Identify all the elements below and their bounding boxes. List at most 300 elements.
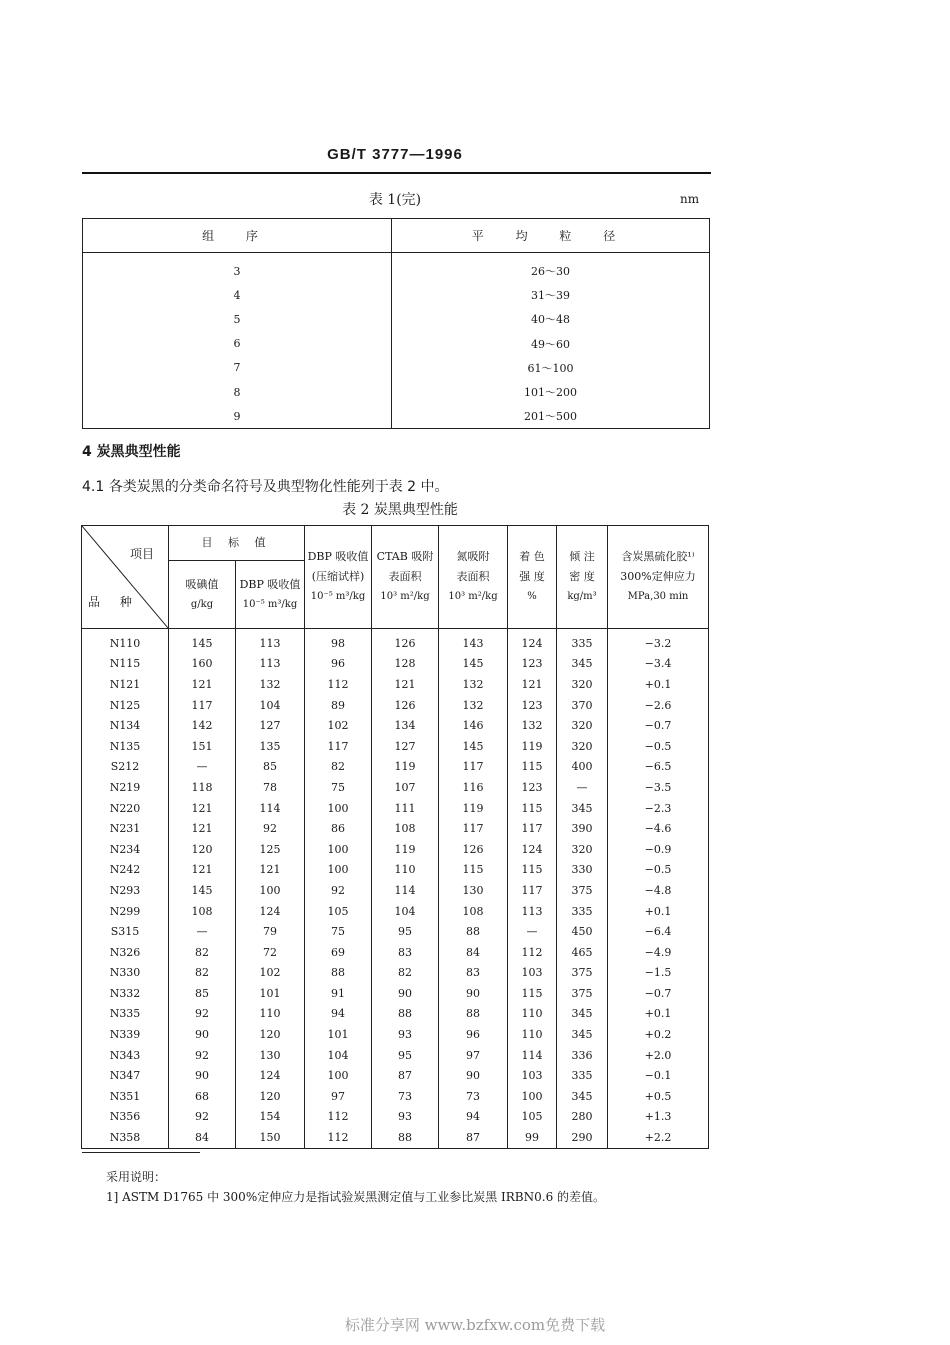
corner-label-item: 项目 [129, 547, 154, 561]
table2-cell-tint: 113 [508, 901, 557, 922]
table2-cell-iodine: 92 [169, 1107, 236, 1128]
table2-row [82, 1065, 709, 1086]
table2-row [82, 921, 709, 942]
table2-cell-ctab: 121 [372, 674, 439, 695]
table2-cell-dbp-compressed: 102 [305, 715, 372, 736]
table2-cell-modulus: −3.2 [608, 629, 709, 654]
table2-cell-modulus: −2.6 [608, 695, 709, 716]
table2-cell-nitrogen: 96 [439, 1024, 508, 1045]
table2-cell-tint: 115 [508, 860, 557, 881]
table2-cell-pour-density: 465 [557, 942, 608, 963]
table2-cell-pour-density: 336 [557, 1045, 608, 1066]
table2-cell-nitrogen: 90 [439, 1065, 508, 1086]
table2-cell-iodine: 151 [169, 736, 236, 757]
table2-cell-ctab: 88 [372, 1004, 439, 1025]
table2-cell-ctab: 93 [372, 1107, 439, 1128]
table1-caption: 表 1(完) [368, 192, 422, 208]
table2-cell-modulus: −6.5 [608, 757, 709, 778]
table2-cell-pour-density: 390 [557, 818, 608, 839]
footnote-rule [82, 1152, 200, 1153]
table2-cell-iodine: 118 [169, 777, 236, 798]
table2-cell-dbp-compressed: 92 [305, 880, 372, 901]
table2-cell-grade: N234 [82, 839, 169, 860]
table2-cell-ctab: 93 [372, 1024, 439, 1045]
table2-cell-grade: N293 [82, 880, 169, 901]
table2-cell-grade: N110 [82, 629, 169, 654]
table1-cell-group: 4 [83, 283, 392, 307]
table2-cell-iodine: 82 [169, 942, 236, 963]
table2-cell-pour-density: 320 [557, 674, 608, 695]
table2-cell-dbp: 110 [236, 1004, 305, 1025]
table2-cell-iodine: 92 [169, 1004, 236, 1025]
table2-cell-tint: 103 [508, 1065, 557, 1086]
table2-cell-grade: N299 [82, 901, 169, 922]
table1-cell-group: 5 [83, 307, 392, 331]
table2-header-modulus: 含炭黑硫化胶¹⁾ 300%定伸应力 MPa,30 min [608, 526, 709, 629]
table2-cell-modulus: −0.5 [608, 860, 709, 881]
table2-cell-pour-density: 345 [557, 1004, 608, 1025]
table1 [82, 218, 710, 429]
table2-cell-dbp: 104 [236, 695, 305, 716]
table2-cell-pour-density: 320 [557, 839, 608, 860]
table1-row [83, 356, 710, 380]
table2-cell-tint: 100 [508, 1086, 557, 1107]
table2-cell-iodine: — [169, 921, 236, 942]
table2-cell-dbp: 135 [236, 736, 305, 757]
table1-cell-group: 3 [83, 253, 392, 284]
table2-cell-grade: N231 [82, 818, 169, 839]
table2-cell-grade: N326 [82, 942, 169, 963]
table2-cell-iodine: 145 [169, 880, 236, 901]
table1-cell-size: 31～39 [531, 289, 570, 303]
table2-cell-ctab: 111 [372, 798, 439, 819]
table2-row [82, 880, 709, 901]
table2-cell-nitrogen: 90 [439, 983, 508, 1004]
table2-cell-modulus: +0.1 [608, 674, 709, 695]
table2-cell-dbp: 79 [236, 921, 305, 942]
table2-cell-modulus: −0.1 [608, 1065, 709, 1086]
table2-cell-dbp: 127 [236, 715, 305, 736]
table2-cell-nitrogen: 130 [439, 880, 508, 901]
table2-cell-grade: N351 [82, 1086, 169, 1107]
table2-row [82, 860, 709, 881]
table2-cell-dbp-compressed: 96 [305, 654, 372, 675]
table2-cell-tint: 132 [508, 715, 557, 736]
table2-cell-ctab: 87 [372, 1065, 439, 1086]
table2-cell-dbp-compressed: 112 [305, 674, 372, 695]
table2-cell-dbp: 124 [236, 901, 305, 922]
table2-cell-dbp-compressed: 75 [305, 777, 372, 798]
table2-row [82, 715, 709, 736]
table1-body [83, 253, 710, 429]
table2-row [82, 942, 709, 963]
table2-cell-iodine: 121 [169, 818, 236, 839]
table2-cell-modulus: +0.1 [608, 1004, 709, 1025]
table2-cell-iodine: 108 [169, 901, 236, 922]
table2-row [82, 674, 709, 695]
table2-cell-tint: 110 [508, 1024, 557, 1045]
table1-cell-size: 40～48 [531, 313, 570, 327]
table1-cell-group: 8 [83, 380, 392, 404]
table2-row [82, 818, 709, 839]
table2-cell-grade: N242 [82, 860, 169, 881]
table1-row [83, 380, 710, 404]
table2-row [82, 1024, 709, 1045]
table2-cell-tint: 114 [508, 1045, 557, 1066]
table1-cell-size: 26～30 [531, 265, 570, 279]
table2-header-dbp-compressed: DBP 吸收值 (压缩试样) 10⁻⁵ m³/kg [305, 526, 372, 629]
table2-header-ctab: CTAB 吸附 表面积 10³ m²/kg [372, 526, 439, 629]
table1-row [83, 307, 710, 331]
table1-unit: nm [680, 192, 700, 206]
table2-cell-tint: 99 [508, 1127, 557, 1148]
table2-cell-modulus: −3.5 [608, 777, 709, 798]
table2-cell-iodine: 84 [169, 1127, 236, 1148]
table2-body [82, 629, 709, 1149]
table2-cell-ctab: 127 [372, 736, 439, 757]
table2-row [82, 654, 709, 675]
table2-cell-nitrogen: 115 [439, 860, 508, 881]
table2-cell-modulus: −1.5 [608, 963, 709, 984]
table2-cell-ctab: 126 [372, 695, 439, 716]
table2-cell-pour-density: 345 [557, 798, 608, 819]
table2-cell-pour-density: 335 [557, 1065, 608, 1086]
table2-cell-grade: N115 [82, 654, 169, 675]
table2-cell-grade: N330 [82, 963, 169, 984]
table2-cell-modulus: −0.7 [608, 715, 709, 736]
table2-cell-pour-density: 370 [557, 695, 608, 716]
table1-row [83, 404, 710, 429]
table2-cell-ctab: 82 [372, 963, 439, 984]
table2-cell-tint: 119 [508, 736, 557, 757]
table2-cell-grade: S315 [82, 921, 169, 942]
table2-row [82, 839, 709, 860]
table2-cell-tint: 124 [508, 629, 557, 654]
table2-cell-pour-density: — [557, 777, 608, 798]
table2-cell-grade: N358 [82, 1127, 169, 1148]
table2-cell-tint: 115 [508, 757, 557, 778]
table2-cell-dbp: 130 [236, 1045, 305, 1066]
table2-target-group: 目 标 值 [169, 526, 305, 561]
table2-cell-modulus: −3.4 [608, 654, 709, 675]
table2-cell-iodine: 85 [169, 983, 236, 1004]
table2-cell-ctab: 95 [372, 1045, 439, 1066]
table2-cell-modulus: −2.3 [608, 798, 709, 819]
table2-cell-dbp-compressed: 91 [305, 983, 372, 1004]
table2-cell-dbp: 125 [236, 839, 305, 860]
table1-header-group: 组 序 [83, 219, 392, 253]
table2-cell-iodine: 92 [169, 1045, 236, 1066]
table2-cell-dbp-compressed: 89 [305, 695, 372, 716]
table2-cell-pour-density: 320 [557, 736, 608, 757]
table1-cell-group: 6 [83, 332, 392, 356]
table1-cell-size: 61～100 [527, 361, 574, 375]
table2-cell-grade: N220 [82, 798, 169, 819]
table2-cell-dbp-compressed: 75 [305, 921, 372, 942]
standard-number: GB/T 3777—1996 [327, 146, 463, 163]
table2-cell-nitrogen: 88 [439, 921, 508, 942]
table2-cell-ctab: 73 [372, 1086, 439, 1107]
table2-row [82, 757, 709, 778]
table2-cell-dbp: 154 [236, 1107, 305, 1128]
table2-cell-grade: N339 [82, 1024, 169, 1045]
table2-cell-dbp-compressed: 82 [305, 757, 372, 778]
table2-caption: 表 2 炭黑典型性能 [342, 502, 458, 518]
section-4-1-text: 4.1 各类炭黑的分类命名符号及典型物化性能列于表 2 中。 [82, 479, 449, 495]
table2-cell-dbp: 132 [236, 674, 305, 695]
table2-row [82, 1107, 709, 1128]
table2-cell-pour-density: 375 [557, 983, 608, 1004]
table2-cell-nitrogen: 84 [439, 942, 508, 963]
table2-cell-pour-density: 345 [557, 654, 608, 675]
table2-cell-dbp-compressed: 117 [305, 736, 372, 757]
table2-cell-tint: 115 [508, 798, 557, 819]
table2-cell-modulus: +2.2 [608, 1127, 709, 1148]
table2-cell-tint: 123 [508, 777, 557, 798]
table2-row [82, 777, 709, 798]
table2-cell-pour-density: 335 [557, 901, 608, 922]
table1-row [83, 283, 710, 307]
table2-cell-nitrogen: 87 [439, 1127, 508, 1148]
table2-cell-ctab: 83 [372, 942, 439, 963]
table2 [81, 525, 709, 1149]
table2-cell-dbp: 150 [236, 1127, 305, 1148]
table2-cell-modulus: −4.6 [608, 818, 709, 839]
table2-cell-tint: 110 [508, 1004, 557, 1025]
table2-cell-pour-density: 335 [557, 629, 608, 654]
table2-cell-nitrogen: 73 [439, 1086, 508, 1107]
table2-cell-pour-density: 320 [557, 715, 608, 736]
table2-cell-nitrogen: 88 [439, 1004, 508, 1025]
table2-cell-dbp-compressed: 112 [305, 1107, 372, 1128]
table2-cell-dbp-compressed: 100 [305, 798, 372, 819]
table2-cell-modulus: −0.5 [608, 736, 709, 757]
table2-cell-dbp: 102 [236, 963, 305, 984]
table2-cell-modulus: −0.7 [608, 983, 709, 1004]
table2-cell-nitrogen: 94 [439, 1107, 508, 1128]
table2-cell-grade: N135 [82, 736, 169, 757]
table2-cell-tint: 123 [508, 695, 557, 716]
table2-cell-dbp-compressed: 100 [305, 860, 372, 881]
table2-cell-nitrogen: 108 [439, 901, 508, 922]
table1-header-size: 平 均 粒 径 [471, 229, 630, 243]
table2-cell-grade: N134 [82, 715, 169, 736]
table2-cell-modulus: +0.5 [608, 1086, 709, 1107]
table2-cell-tint: 117 [508, 818, 557, 839]
table2-cell-grade: N219 [82, 777, 169, 798]
table2-cell-tint: 112 [508, 942, 557, 963]
table2-cell-nitrogen: 97 [439, 1045, 508, 1066]
table2-cell-dbp: 101 [236, 983, 305, 1004]
table2-row [82, 1127, 709, 1148]
table2-cell-modulus: +0.1 [608, 901, 709, 922]
table2-cell-grade: N335 [82, 1004, 169, 1025]
table2-cell-dbp: 113 [236, 654, 305, 675]
table2-cell-tint: 117 [508, 880, 557, 901]
table2-cell-nitrogen: 119 [439, 798, 508, 819]
table2-cell-iodine: 90 [169, 1065, 236, 1086]
table2-cell-nitrogen: 126 [439, 839, 508, 860]
table2-cell-dbp-compressed: 104 [305, 1045, 372, 1066]
table2-cell-tint: 121 [508, 674, 557, 695]
table2-cell-ctab: 90 [372, 983, 439, 1004]
table2-header-nitrogen: 氮吸附 表面积 10³ m²/kg [439, 526, 508, 629]
table2-cell-dbp-compressed: 94 [305, 1004, 372, 1025]
table2-cell-modulus: +2.0 [608, 1045, 709, 1066]
table2-cell-iodine: 145 [169, 629, 236, 654]
table2-cell-modulus: +1.3 [608, 1107, 709, 1128]
table2-row [82, 736, 709, 757]
table2-row [82, 629, 709, 654]
table2-cell-ctab: 119 [372, 839, 439, 860]
table2-cell-iodine: 82 [169, 963, 236, 984]
table2-cell-modulus: −4.8 [608, 880, 709, 901]
table2-cell-dbp-compressed: 100 [305, 1065, 372, 1086]
table2-cell-ctab: 95 [372, 921, 439, 942]
table2-row [82, 1004, 709, 1025]
table2-cell-iodine: 121 [169, 860, 236, 881]
table2-cell-iodine: 117 [169, 695, 236, 716]
table2-cell-iodine: 120 [169, 839, 236, 860]
table2-cell-iodine: 68 [169, 1086, 236, 1107]
table2-row [82, 963, 709, 984]
table2-cell-modulus: −4.9 [608, 942, 709, 963]
table2-cell-nitrogen: 117 [439, 757, 508, 778]
table2-cell-ctab: 128 [372, 654, 439, 675]
table2-header-dbp: DBP 吸收值 10⁻⁵ m³/kg [236, 561, 305, 629]
table2-cell-dbp: 113 [236, 629, 305, 654]
table2-cell-pour-density: 345 [557, 1024, 608, 1045]
watermark: 标准分享网 www.bzfxw.com免费下载 [344, 1316, 606, 1334]
table2-row [82, 1086, 709, 1107]
table2-cell-dbp: 72 [236, 942, 305, 963]
table2-cell-ctab: 107 [372, 777, 439, 798]
corner-diagonal [82, 526, 168, 628]
table2-cell-nitrogen: 83 [439, 963, 508, 984]
table2-cell-pour-density: 450 [557, 921, 608, 942]
table2-cell-grade: N343 [82, 1045, 169, 1066]
table2-cell-dbp: 120 [236, 1024, 305, 1045]
table2-cell-tint: 123 [508, 654, 557, 675]
table2-cell-dbp-compressed: 97 [305, 1086, 372, 1107]
table2-cell-tint: 124 [508, 839, 557, 860]
table2-cell-modulus: −0.9 [608, 839, 709, 860]
table2-row [82, 1045, 709, 1066]
table1-cell-group: 7 [83, 356, 392, 380]
table2-cell-modulus: +0.2 [608, 1024, 709, 1045]
table2-cell-ctab: 119 [372, 757, 439, 778]
table2-cell-grade: N356 [82, 1107, 169, 1128]
table2-header-tint: 着 色 强 度 % [508, 526, 557, 629]
table2-cell-tint: 103 [508, 963, 557, 984]
table2-cell-iodine: — [169, 757, 236, 778]
table2-cell-modulus: −6.4 [608, 921, 709, 942]
table2-cell-iodine: 121 [169, 674, 236, 695]
table2-cell-dbp-compressed: 105 [305, 901, 372, 922]
table2-cell-nitrogen: 132 [439, 674, 508, 695]
table2-cell-tint: 115 [508, 983, 557, 1004]
corner-label-grade: 品 种 [88, 595, 140, 609]
table1-row [83, 253, 710, 284]
table2-cell-dbp-compressed: 100 [305, 839, 372, 860]
table2-cell-tint: — [508, 921, 557, 942]
table2-cell-pour-density: 375 [557, 963, 608, 984]
table2-cell-nitrogen: 116 [439, 777, 508, 798]
table2-row [82, 798, 709, 819]
table2-cell-dbp: 124 [236, 1065, 305, 1086]
table2-cell-iodine: 142 [169, 715, 236, 736]
table2-cell-ctab: 126 [372, 629, 439, 654]
table2-cell-dbp-compressed: 101 [305, 1024, 372, 1045]
table2-cell-grade: N332 [82, 983, 169, 1004]
table2-cell-iodine: 90 [169, 1024, 236, 1045]
table1-cell-size: 201～500 [524, 410, 577, 424]
table2-cell-nitrogen: 143 [439, 629, 508, 654]
table2-cell-dbp: 78 [236, 777, 305, 798]
notes-title: 采用说明： [106, 1170, 167, 1184]
table2-row [82, 983, 709, 1004]
table2-cell-dbp: 121 [236, 860, 305, 881]
table2-cell-pour-density: 375 [557, 880, 608, 901]
table2-row [82, 695, 709, 716]
table2-cell-iodine: 160 [169, 654, 236, 675]
table2-cell-dbp: 120 [236, 1086, 305, 1107]
table1-cell-group: 9 [83, 404, 392, 429]
table1-cell-size: 101～200 [524, 386, 577, 400]
table2-cell-nitrogen: 145 [439, 654, 508, 675]
table2-cell-dbp: 92 [236, 818, 305, 839]
table2-cell-nitrogen: 117 [439, 818, 508, 839]
table2-cell-pour-density: 400 [557, 757, 608, 778]
table2-cell-pour-density: 290 [557, 1127, 608, 1148]
table2-cell-ctab: 134 [372, 715, 439, 736]
table2-cell-grade: N347 [82, 1065, 169, 1086]
table2-cell-dbp: 100 [236, 880, 305, 901]
table2-cell-pour-density: 345 [557, 1086, 608, 1107]
table2-cell-pour-density: 330 [557, 860, 608, 881]
table2-cell-ctab: 104 [372, 901, 439, 922]
table2-cell-pour-density: 280 [557, 1107, 608, 1128]
table2-cell-dbp: 85 [236, 757, 305, 778]
notes-text: 1] ASTM D1765 中 300%定伸应力是指试验炭黑测定值与工业参比炭黑 IRBN0.6 的差值。 [106, 1190, 606, 1204]
table2-cell-ctab: 110 [372, 860, 439, 881]
table2-cell-ctab: 108 [372, 818, 439, 839]
table2-cell-nitrogen: 132 [439, 695, 508, 716]
table2-cell-dbp-compressed: 69 [305, 942, 372, 963]
section-4-heading: 4 炭黑典型性能 [82, 444, 181, 460]
table2-cell-dbp-compressed: 98 [305, 629, 372, 654]
table2-cell-dbp: 114 [236, 798, 305, 819]
table2-cell-tint: 105 [508, 1107, 557, 1128]
table2-cell-grade: S212 [82, 757, 169, 778]
table2-corner-cell [82, 526, 169, 629]
table2-cell-dbp-compressed: 112 [305, 1127, 372, 1148]
table2-cell-dbp-compressed: 86 [305, 818, 372, 839]
table2-cell-grade: N125 [82, 695, 169, 716]
table2-cell-grade: N121 [82, 674, 169, 695]
table1-cell-size: 49～60 [531, 337, 570, 351]
table2-cell-dbp-compressed: 88 [305, 963, 372, 984]
table2-cell-iodine: 121 [169, 798, 236, 819]
table1-row [83, 332, 710, 356]
table2-header-iodine: 吸碘值 g/kg [169, 561, 236, 629]
table2-cell-nitrogen: 146 [439, 715, 508, 736]
table2-row [82, 901, 709, 922]
table2-cell-nitrogen: 145 [439, 736, 508, 757]
header-rule [82, 172, 711, 174]
table2-header-pour-density: 倾 注 密 度 kg/m³ [557, 526, 608, 629]
table2-cell-ctab: 88 [372, 1127, 439, 1148]
